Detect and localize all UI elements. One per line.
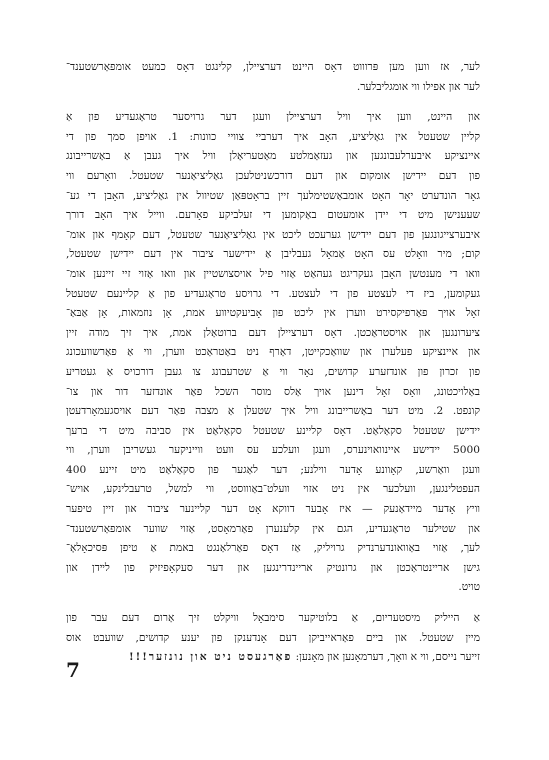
body-text [66,58,480,679]
text-line: געקומען, ביז די לעצטע פון די לעצטע. די גרויסע טראַגעדיע פון אַ קליינעם שטעטל [66,287,480,300]
text-line: איינציקע איבערלעבונגען און געזאַמלטע מאַטעריאַלן וויל איך געבן אַ באַשרייבונג [66,150,480,163]
text-line: לעך, אַזוי באַוואונדערנדיק גרויליק, אַז דאָס פאַרלאַנגט באמת אַ טיפן פּסיכאָלאָ־ [66,542,480,555]
text-line: און היינט, ווען איך וויל דערציילן וועגן דער גרויסער טראַגעדיע פון אַ [66,111,480,124]
text-line-with-closing [66,648,480,668]
text-line: יידישן שטעטל סקאַלאַט. דאָס קליינע שטעטל סקאַלאַט אין סביבה מיט די ברעך [66,424,480,437]
text-line: און איינציקע פעלערן און שוואַכקייטן, דאַרף ניט באַטראַכט ווערן, ווי אַ פאַרשוועכונג [66,346,480,359]
text-line: לער, אז ווען מען פּרוווט דאָס היינט דערציילן, קלינגט דאָס כמעט אומפאַרשטענד־ [66,61,480,73]
text-line: באַלויכטונג, וואָס זאָל דינען אויך אַלס מוסר השכל פאַר אונדזער דור און צו־ [66,385,480,398]
text-line: שעענישן מיט די יידן אומעטום באַקומען די זעלביקע פאָרעם. ווייל איך האָב דורך [66,209,480,222]
paragraph-3 [66,609,480,668]
text-line: קליין שטעטל אין גאַליציע, האָב איך דערביי צוויי כוונות: 1. אויפן סמך פון די [66,130,480,143]
text-line: וועגן וואַרשע, קאָוונע אָדער ווילנע; דער לאַגער פון סקאַלאַט מיט זיינע 400 [66,463,480,476]
text-line: און שטילער טראַגעדיע, הגם אין קלענערן פאַרמאָסט, אַזוי שווער אומפאַרשטענד־ [66,522,480,535]
paragraph-1 [66,58,480,97]
text-line: וויץ אָדער מיידאַנעק — איז אָבער דווקא אָט דער קליינער ציבור און זיין טיפער [66,503,480,516]
text-line: וואו די מענטשן האָבן געקריגט געהאַט אַזוי פיל אויסצושטיין און וואו אַזוי זיי זיינען אומ־ [66,267,480,280]
text-line: מיין שטעטל. און ביים פאַראייביקן דעם אָנדענקן פון יענע קדושים, שוועבט אוס [66,631,480,644]
closing-exclamation: פאַרגעסט ניט און נונזער!!! [128,651,293,664]
text-line: פון זכרון פון אונדזערע קדושים, נאָר ווי אַ שטרעבונג צו געבן דורכויס אַ געטריע [66,365,480,378]
text-line: העפטלינגען, וועלכער אין ניט אזוי וועלט־באַוווסט, ווי למשל, טרעבלינקע, אויש־ [66,483,480,496]
paragraph-2 [66,108,480,598]
text-line: טויט. [458,581,480,594]
text-line: פון דעם יידישן אומקום און דעם דורכשניטלעכן גאַליציאַנער שטעטל. וואָרעם ווי [66,169,480,182]
text-line: זייער נייסם, ווי א וואָך, דערמאָנען און מאָנען: [295,651,480,664]
page-number: 7 [66,658,80,682]
text-line: אַ הייליק מיסטעריום, אַ בלוטיקער סימבאָל וויקלט זיך אַרום דעם עבר פון [66,612,480,625]
text-line: קום; מיר וואָלט עס האָט אַמאָל געבליבן אַ יידישער ציבור אין דעם יידישן שטעטל, [66,248,480,261]
text-line: לער און אפילו ווי אומגליבלער. [356,80,480,93]
text-line: גאָר הונדערט יאָר האָט אומבאַשטימלעך זיין בראָטפּאַן שטיוול אין גאַליציע, האָבן די גע־ [66,189,480,202]
text-line: קונפט. 2. מיט דער באַשרייבונג וויל איך שטעלן אַ מצבה פאַר דעם אויסגעמאָרדעטן [66,405,480,418]
text-line: זאָל אויך פאַרפיקסירט ווערן אין ליכט פון אָביעקטיווע אמת, אָן נוזמאות, אָן אַבּאַ־ [66,307,480,320]
text-line: ציערונגען און אויסטראַכטן. דאָס דערציילן דעם ברוטאַלן אמת, איך זיך מודה זיין [66,326,480,339]
text-line: 5000 יידישע איינוואוינערס, וועגן וועלכע עס וועט ווייניקער געשריבן ווערן, ווי [66,444,480,457]
text-line: איבערצייגונגען פון דעם יידישן גערעכט ליכט אין גאַליציאַנער שטעטל, דעם קאָמף און אומ־ [66,228,480,241]
text-line: גישן אריינטראַכטן און גרונטיק אריינדרינגען און דער סעקאָפיזיק פון לײדן און [66,561,480,574]
